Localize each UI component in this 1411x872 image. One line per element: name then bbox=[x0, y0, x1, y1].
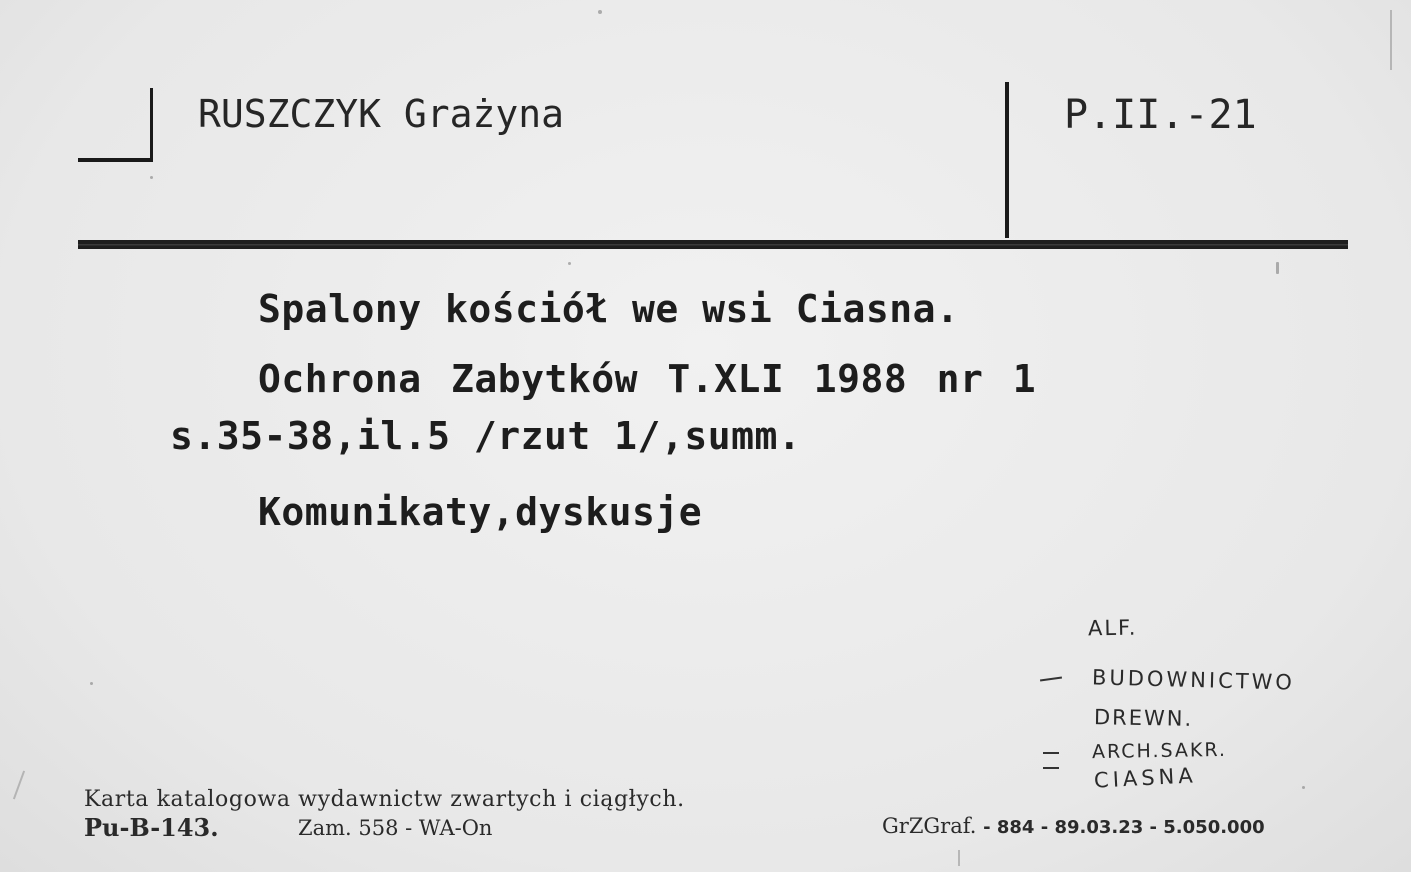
paper-speck bbox=[150, 176, 153, 179]
paper-speck bbox=[1276, 262, 1279, 274]
paper-speck bbox=[1302, 786, 1305, 789]
handwritten-note: CIASNA bbox=[1093, 763, 1198, 793]
printer-numbers: - 884 - 89.03.23 - 5.050.000 bbox=[983, 817, 1265, 838]
header-divider bbox=[1005, 82, 1009, 238]
paper-speck bbox=[568, 262, 571, 265]
shelfmark: P.II.-21 bbox=[1064, 92, 1257, 138]
card-form-caption: Karta katalogowa wydawnictw zwartych i ciągłych. bbox=[84, 787, 685, 812]
pages-description: s.35-38,il.5 /rzut 1/,summ. bbox=[170, 414, 802, 458]
order-info: Zam. 558 - WA-On bbox=[298, 816, 493, 840]
handwritten-note: ARCH.SAKR. bbox=[1091, 738, 1228, 764]
source-citation: Ochrona Zabytków T.XLI 1988 nr 1 bbox=[258, 357, 1037, 401]
handwritten-note: ALF. bbox=[1087, 615, 1138, 641]
work-title: Spalony kościół we wsi Ciasna. bbox=[258, 287, 960, 331]
header-rule bbox=[78, 240, 1348, 249]
handwritten-dash bbox=[1043, 752, 1059, 754]
handwritten-note: DREWN. bbox=[1093, 705, 1194, 731]
paper-speck bbox=[598, 10, 602, 14]
printer-info bbox=[882, 814, 1265, 838]
edge-mark bbox=[13, 771, 25, 800]
author-name: RUSZCZYK Grażyna bbox=[198, 92, 565, 136]
handwritten-note: BUDOWNICTWO bbox=[1091, 665, 1296, 695]
form-code: Pu-B-143. bbox=[84, 813, 219, 842]
printer-name: GrZGraf. bbox=[882, 814, 977, 838]
handwritten-dash bbox=[1040, 676, 1062, 681]
edge-mark bbox=[958, 850, 960, 866]
handwritten-dash bbox=[1043, 767, 1059, 769]
edge-mark bbox=[1390, 10, 1392, 70]
paper-speck bbox=[90, 682, 93, 685]
corner-tick-mark bbox=[150, 88, 153, 162]
corner-underline bbox=[78, 158, 153, 162]
category-section: Komunikaty,dyskusje bbox=[258, 490, 703, 534]
